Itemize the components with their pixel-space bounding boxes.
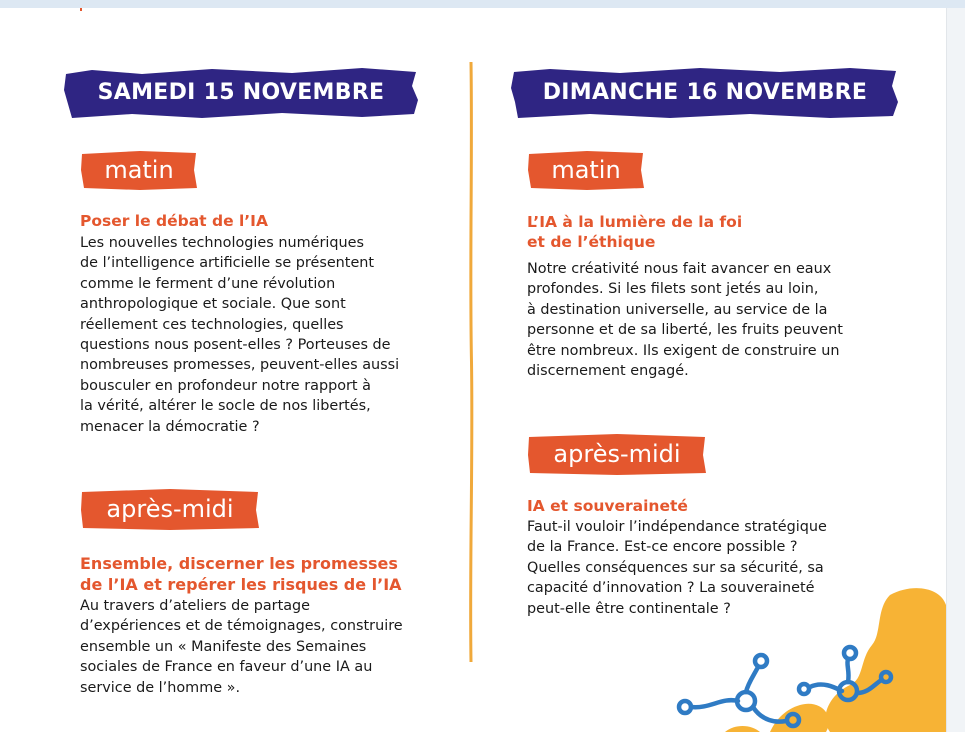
body-line: la vérité, altérer le socle de nos libertés, <box>80 398 371 415</box>
tag-matin-day2 <box>527 148 645 192</box>
tag-matin-day1 <box>80 148 198 192</box>
day-banner-sunday <box>510 60 900 126</box>
title-line: et de l’éthique <box>527 233 656 251</box>
body-line: de la France. Est-ce encore possible ? <box>527 539 798 556</box>
body-line: anthropologique et sociale. Que sont <box>80 296 346 313</box>
body-line: nombreuses promesses, peuvent-elles aussi <box>80 357 400 374</box>
title-line: L’IA à la lumière de la foi <box>527 213 743 231</box>
body-line: capacité d’innovation ? La souveraineté <box>527 580 815 597</box>
tag-label: après-midi <box>553 440 681 468</box>
body-line: à destination universelle, au service de la <box>527 301 828 318</box>
red-tick-mark <box>80 8 82 11</box>
body-line: bousculer en profondeur notre rapport à <box>80 377 371 394</box>
session-title-day2-afternoon <box>527 496 688 516</box>
tag-apres-midi-day2 <box>527 431 707 477</box>
tag-label: matin <box>551 156 621 184</box>
body-line: de l’intelligence artificielle se présentent <box>80 255 375 272</box>
day-banner-saturday <box>62 60 420 126</box>
body-line: personne et de sa liberté, les fruits peuvent <box>527 322 843 339</box>
column-divider <box>468 62 474 662</box>
molecule-decoration <box>650 575 946 732</box>
body-line: service de l’homme ». <box>80 679 241 696</box>
title-line: IA et souveraineté <box>527 497 688 515</box>
scrollbar-track[interactable] <box>946 8 965 732</box>
tag-label: matin <box>104 156 174 184</box>
body-line: réellement ces technologies, quelles <box>80 316 344 333</box>
body-line: ensemble un « Manifeste des Semaines <box>80 638 367 655</box>
session-body-day2-morning <box>527 259 843 381</box>
body-line: peut-elle être continentale ? <box>527 600 731 617</box>
session-body-day1-morning <box>80 233 399 437</box>
title-line: Poser le débat de l’IA <box>80 212 268 230</box>
session-title-day1-afternoon <box>80 553 402 595</box>
day-banner-label: DIMANCHE 16 NOVEMBRE <box>542 80 868 105</box>
body-line: profondes. Si les filets sont jetés au loin, <box>527 281 819 298</box>
body-line: Au travers d’ateliers de partage <box>80 598 311 614</box>
session-title-day2-morning <box>527 212 742 252</box>
body-line: sociales de France en faveur d’une IA au <box>80 659 373 676</box>
body-line: d’expériences et de témoignages, construire <box>80 618 403 635</box>
body-line: comme le ferment d’une révolution <box>80 275 336 292</box>
tag-label: après-midi <box>106 495 234 523</box>
day-banner-label: SAMEDI 15 NOVEMBRE <box>97 80 385 105</box>
body-line: discernement engagé. <box>527 363 689 380</box>
body-line: Notre créativité nous fait avancer en eaux <box>527 261 832 277</box>
session-body-day1-afternoon <box>80 596 403 698</box>
body-line: être nombreux. Ils exigent de construire un <box>527 342 840 359</box>
tag-apres-midi-day1 <box>80 486 260 532</box>
body-line: menacer la démocratie ? <box>80 418 260 435</box>
body-line: Les nouvelles technologies numériques <box>80 235 364 251</box>
top-bar <box>0 0 965 8</box>
body-line: questions nous posent-elles ? Porteuses de <box>80 337 391 354</box>
body-line: Faut-il vouloir l’indépendance stratégique <box>527 519 827 535</box>
title-line: Ensemble, discerner les promesses <box>80 554 398 573</box>
session-title-day1-morning <box>80 211 268 231</box>
title-line: de l’IA et repérer les risques de l’IA <box>80 575 402 594</box>
body-line: Quelles conséquences sur sa sécurité, sa <box>527 559 824 576</box>
